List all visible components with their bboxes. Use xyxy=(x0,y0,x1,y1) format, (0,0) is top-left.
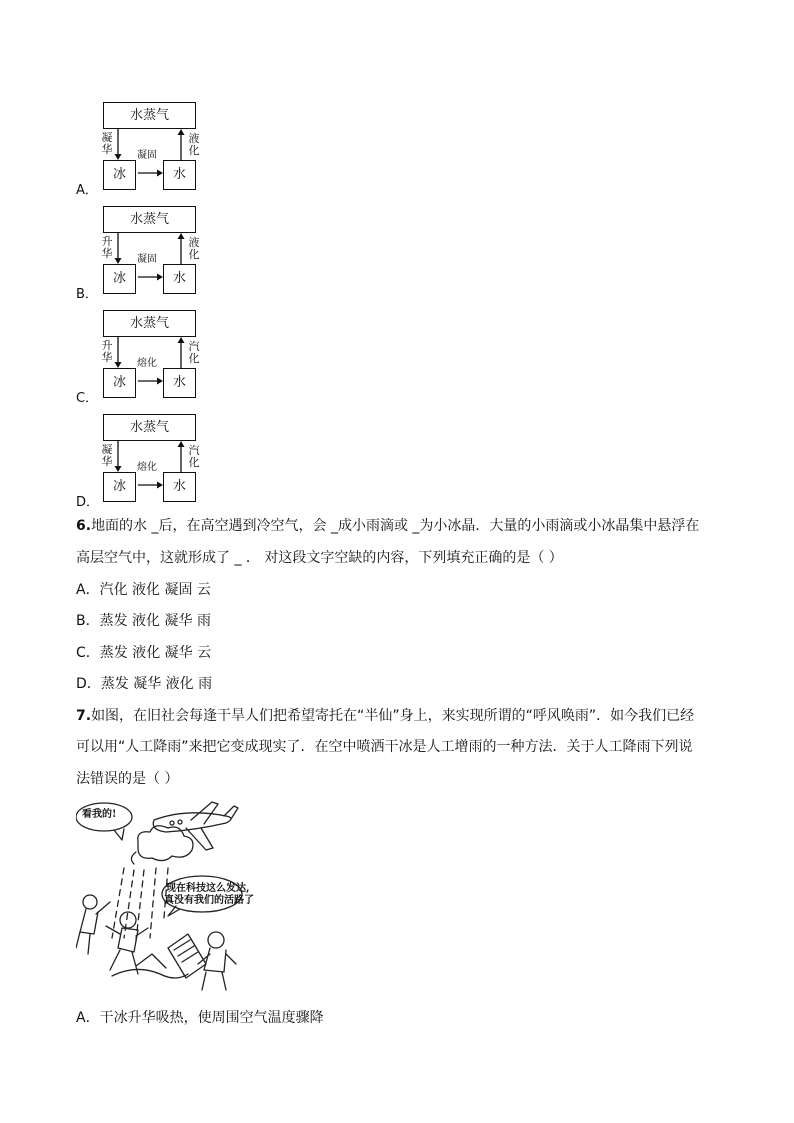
diagram-option-c xyxy=(76,310,206,405)
q7-line-2: 可以用“人工降雨”来把它变成现实了．在空中喷洒干冰是人工增雨的一种方法．关于人工降雨下列说 xyxy=(76,739,693,755)
water-vapor-box: 水蒸气 xyxy=(103,310,196,337)
water-vapor-box: 水蒸气 xyxy=(103,206,196,233)
cartoon-bubble-1: 看我的! xyxy=(82,809,117,820)
q6-number: 6. xyxy=(76,518,92,534)
option-letter: C． xyxy=(76,391,99,406)
water-vapor-box: 水蒸气 xyxy=(103,414,196,441)
middle-arrow-label: 熔化 xyxy=(137,358,157,369)
left-arrow-label: 凝华 xyxy=(101,443,113,468)
right-arrow-label: 汽化 xyxy=(188,444,200,469)
right-arrow-label: 液化 xyxy=(188,132,200,157)
middle-arrow-label: 凝固 xyxy=(137,254,157,265)
water-box: 水 xyxy=(163,264,196,294)
water-vapor-box: 水蒸气 xyxy=(103,102,196,129)
q7-line-3: 法错误的是（ ） xyxy=(76,771,179,787)
q7-line-1 xyxy=(76,706,694,726)
water-box: 水 xyxy=(163,160,196,190)
water-box: 水 xyxy=(163,368,196,398)
ice-box: 冰 xyxy=(103,368,136,398)
right-arrow-label: 汽化 xyxy=(188,340,200,365)
ice-box: 冰 xyxy=(103,264,136,294)
cartoon-bubble-2-line-1: 现在科技这么发达, xyxy=(166,883,250,894)
rain-cartoon-illustration xyxy=(76,798,254,994)
q7-text-1: 如图，在旧社会每逢干旱人们把希望寄托在“半仙”身上，来实现所谓的“呼风唤雨”．如今我们已经 xyxy=(91,708,695,724)
option-letter: B． xyxy=(76,287,98,302)
middle-arrow-label: 凝固 xyxy=(137,150,157,161)
q7-number: 7. xyxy=(76,708,92,724)
q6-text-1: 地面的水 _后，在高空遇到冷空气，会 _成小雨滴或 _为小冰晶．大量的小雨滴或小冰晶集中悬浮在 xyxy=(91,518,700,534)
option-letter: D． xyxy=(76,495,100,510)
left-arrow-label: 升华 xyxy=(101,339,113,364)
cartoon-bubble-2-line-2: 真没有我们的活路了 xyxy=(164,895,254,906)
q6-option-a: A．汽化 液化 凝固 云 xyxy=(76,582,211,598)
q6-line-1 xyxy=(76,516,699,536)
diagram-option-a xyxy=(76,102,206,197)
middle-arrow-label: 熔化 xyxy=(137,462,157,473)
diagram-option-b xyxy=(76,206,206,301)
right-arrow-label: 液化 xyxy=(188,236,200,261)
water-box: 水 xyxy=(163,472,196,502)
option-letter: A． xyxy=(76,183,98,198)
q6-line-2: 高层空气中，这就形成了 _ ． 对这段文字空缺的内容，下列填充正确的是（ ） xyxy=(76,550,563,566)
diagram-option-d xyxy=(76,414,206,509)
q6-option-c: C．蒸发 液化 凝华 云 xyxy=(76,645,212,661)
q6-option-b: B．蒸发 液化 凝华 雨 xyxy=(76,613,211,629)
q7-option-a: A．干冰升华吸热，使周围空气温度骤降 xyxy=(76,1010,324,1026)
ice-box: 冰 xyxy=(103,160,136,190)
ice-box: 冰 xyxy=(103,472,136,502)
q6-option-d: D．蒸发 凝华 液化 雨 xyxy=(76,676,213,692)
left-arrow-label: 升华 xyxy=(101,235,113,260)
left-arrow-label: 凝华 xyxy=(101,131,113,156)
